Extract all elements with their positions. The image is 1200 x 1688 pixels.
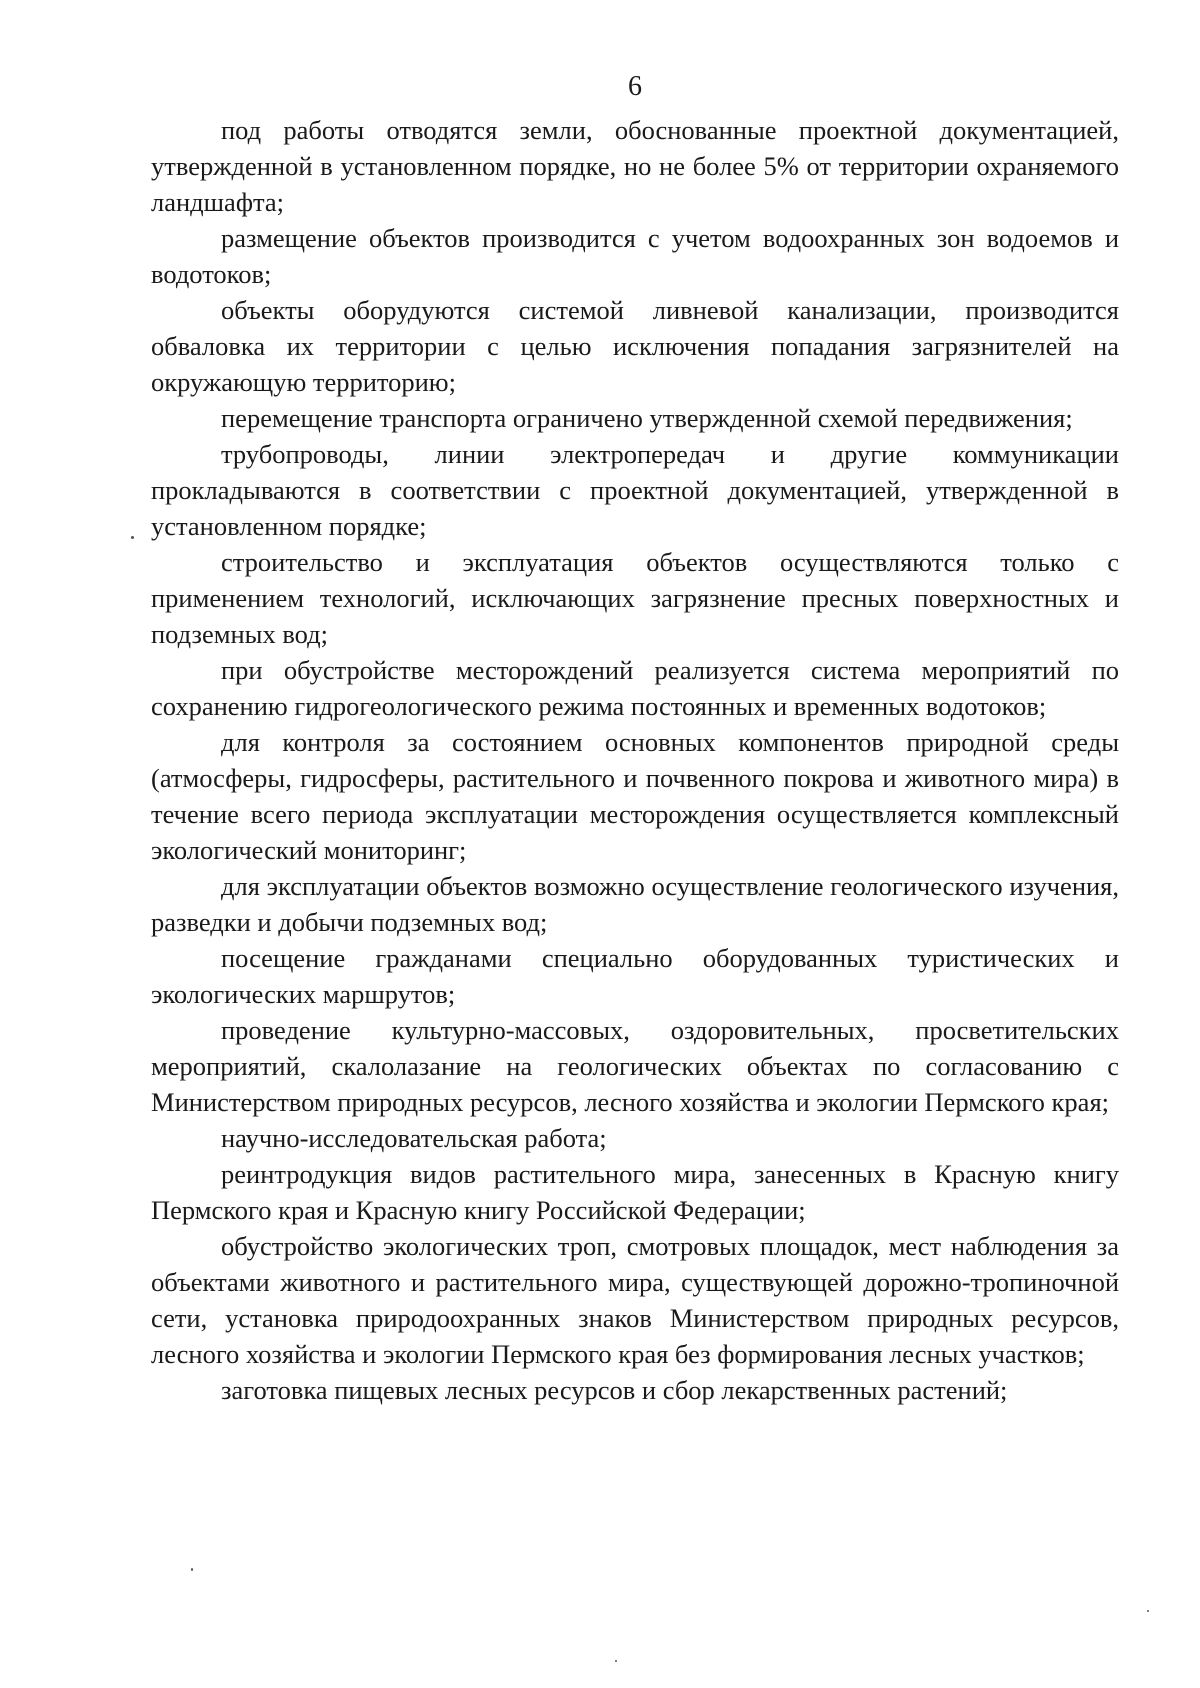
paragraph: строительство и эксплуатация объектов осуществляются только с применением технологий, исключающих загрязнение пресных поверхностных и подземных вод; bbox=[151, 547, 1119, 649]
paragraph: для контроля за состоянием основных компонентов природной среды (атмосферы, гидросферы, растительного и почвенного покрова и животного мира) в течение всего периода эксплуатации месторождения осуществляется комплексный экологический мониторинг; bbox=[151, 727, 1119, 865]
paragraph: реинтродукция видов растительного мира, занесенных в Красную книгу Пермского края и Красную книгу Российской Федерации; bbox=[151, 1159, 1119, 1225]
scan-speck bbox=[1147, 1610, 1149, 1612]
paragraph: научно-исследовательская работа; bbox=[221, 1123, 607, 1153]
paragraph: объекты оборудуются системой ливневой канализации, производится обваловка их территории с целью исключения попадания загрязнителей на окружающую территорию; bbox=[151, 295, 1119, 397]
paragraph: заготовка пищевых лесных ресурсов и сбор лекарственных растений; bbox=[221, 1375, 1008, 1405]
paragraph: проведение культурно-массовых, оздоровительных, просветительских мероприятий, скалолазание на геологических объектах по согласованию с Министерством природных ресурсов, лесного хозяйства и экологии Пермского края; bbox=[151, 1015, 1119, 1117]
page-number: 6 bbox=[628, 71, 642, 102]
scan-speck bbox=[131, 536, 134, 539]
paragraph: перемещение транспорта ограничено утвержденной схемой передвижения; bbox=[221, 403, 1073, 433]
paragraph: размещение объектов производится с учетом водоохранных зон водоемов и водотоков; bbox=[151, 223, 1119, 289]
paragraph: посещение гражданами специально оборудованных туристических и экологических маршрутов; bbox=[151, 943, 1119, 1009]
scan-speck bbox=[615, 1660, 617, 1662]
paragraph: под работы отводятся земли, обоснованные проектной документацией, утвержденной в установленном порядке, но не более 5% от территории охраняемого ландшафта; bbox=[151, 115, 1119, 217]
paragraph: трубопроводы, линии электропередач и другие коммуникации прокладываются в соответствии с проектной документацией, утвержденной в установленном порядке; bbox=[151, 439, 1119, 541]
document-body bbox=[151, 112, 1119, 1408]
paragraph: для эксплуатации объектов возможно осуществление геологического изучения, разведки и добычи подземных вод; bbox=[151, 871, 1119, 937]
paragraph: при обустройстве месторождений реализуется система мероприятий по сохранению гидрогеологического режима постоянных и временных водотоков; bbox=[151, 655, 1119, 721]
scan-speck bbox=[191, 1568, 193, 1571]
paragraph: обустройство экологических троп, смотровых площадок, мест наблюдения за объектами животного и растительного мира, существующей дорожно-тропиночной сети, установка природоохранных знаков Министерством природных ресурсов, лесного хозяйства и экологии Пермского края без формирования лесных участков; bbox=[151, 1231, 1119, 1369]
